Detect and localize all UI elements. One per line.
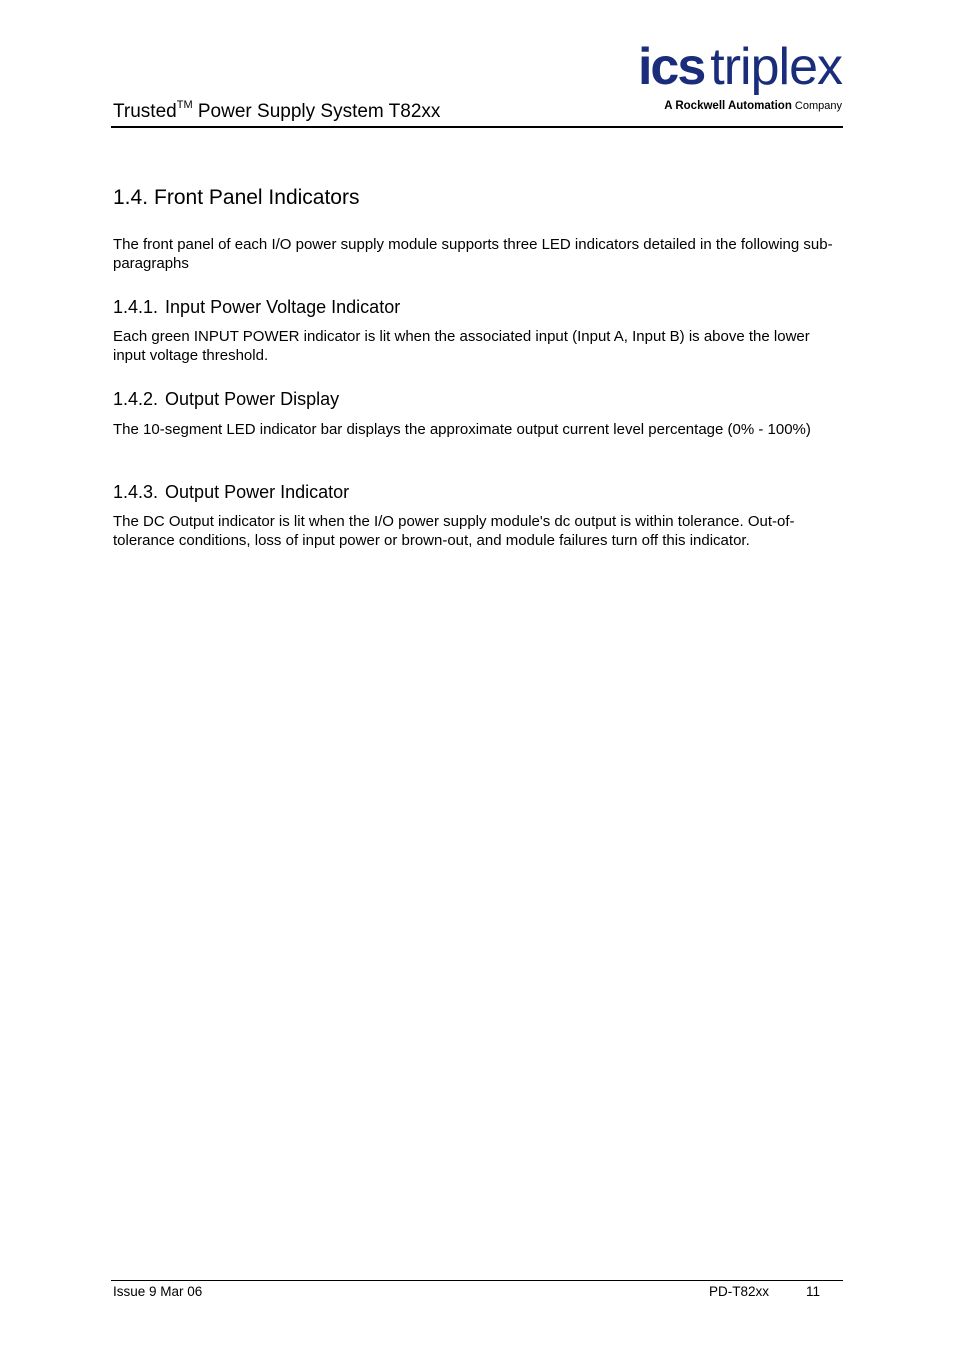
company-logo [610, 38, 842, 113]
section-intro: The front panel of each I/O power supply module supports three LED indicators detailed in the following sub-paragraphs [113, 236, 833, 272]
subsection-title: Output Power Display [165, 389, 340, 409]
header-divider [111, 126, 843, 128]
logo-wordmark [610, 38, 842, 96]
logo-tagline-bold: A Rockwell Automation [664, 100, 792, 112]
section-title: Front Panel Indicators [154, 186, 360, 209]
trademark-superscript: TM [176, 99, 193, 111]
subsection-title: Output Power Indicator [165, 482, 350, 502]
subsection-title: Input Power Voltage Indicator [165, 297, 401, 317]
footer-document-id: PD-T82xx [709, 1284, 770, 1299]
subsection-body-output-indicator: The DC Output indicator is lit when the I/O power supply module's dc output is within tolerance. Out-of-tolerance conditions, loss of input power or brown-out, and module failures turn off this indicator. [113, 513, 795, 549]
subsection-number: 1.4.3. [113, 482, 159, 502]
subsection-body-input-power: Each green INPUT POWER indicator is lit when the associated input (Input A, Input B) is above the lower input voltage threshold. [113, 328, 810, 364]
logo-wordmark-bold: ics [637, 38, 705, 96]
logo-wordmark-light: triplex [710, 38, 842, 96]
subsection-heading-input-power [113, 296, 400, 318]
logo-tagline [610, 99, 842, 113]
subsection-number: 1.4.2. [113, 389, 159, 409]
subsection-heading-output-indicator [113, 481, 349, 503]
subsection-heading-output-display [113, 388, 339, 410]
subsection-number: 1.4.1. [113, 297, 159, 317]
document-title [113, 100, 440, 124]
section-heading [113, 185, 359, 211]
subsection-body-output-display: The 10-segment LED indicator bar displays the approximate output current level percentage (0% - 100%) [113, 421, 811, 438]
section-number: 1.4. [113, 186, 149, 209]
footer-divider [111, 1280, 843, 1281]
logo-tagline-regular: Company [791, 100, 842, 112]
document-title-suffix: Power Supply System T82xx [192, 101, 441, 122]
footer-issue: Issue 9 Mar 06 [113, 1284, 203, 1299]
document-title-prefix: Trusted [113, 101, 177, 122]
footer-page-number: 11 [806, 1284, 821, 1299]
